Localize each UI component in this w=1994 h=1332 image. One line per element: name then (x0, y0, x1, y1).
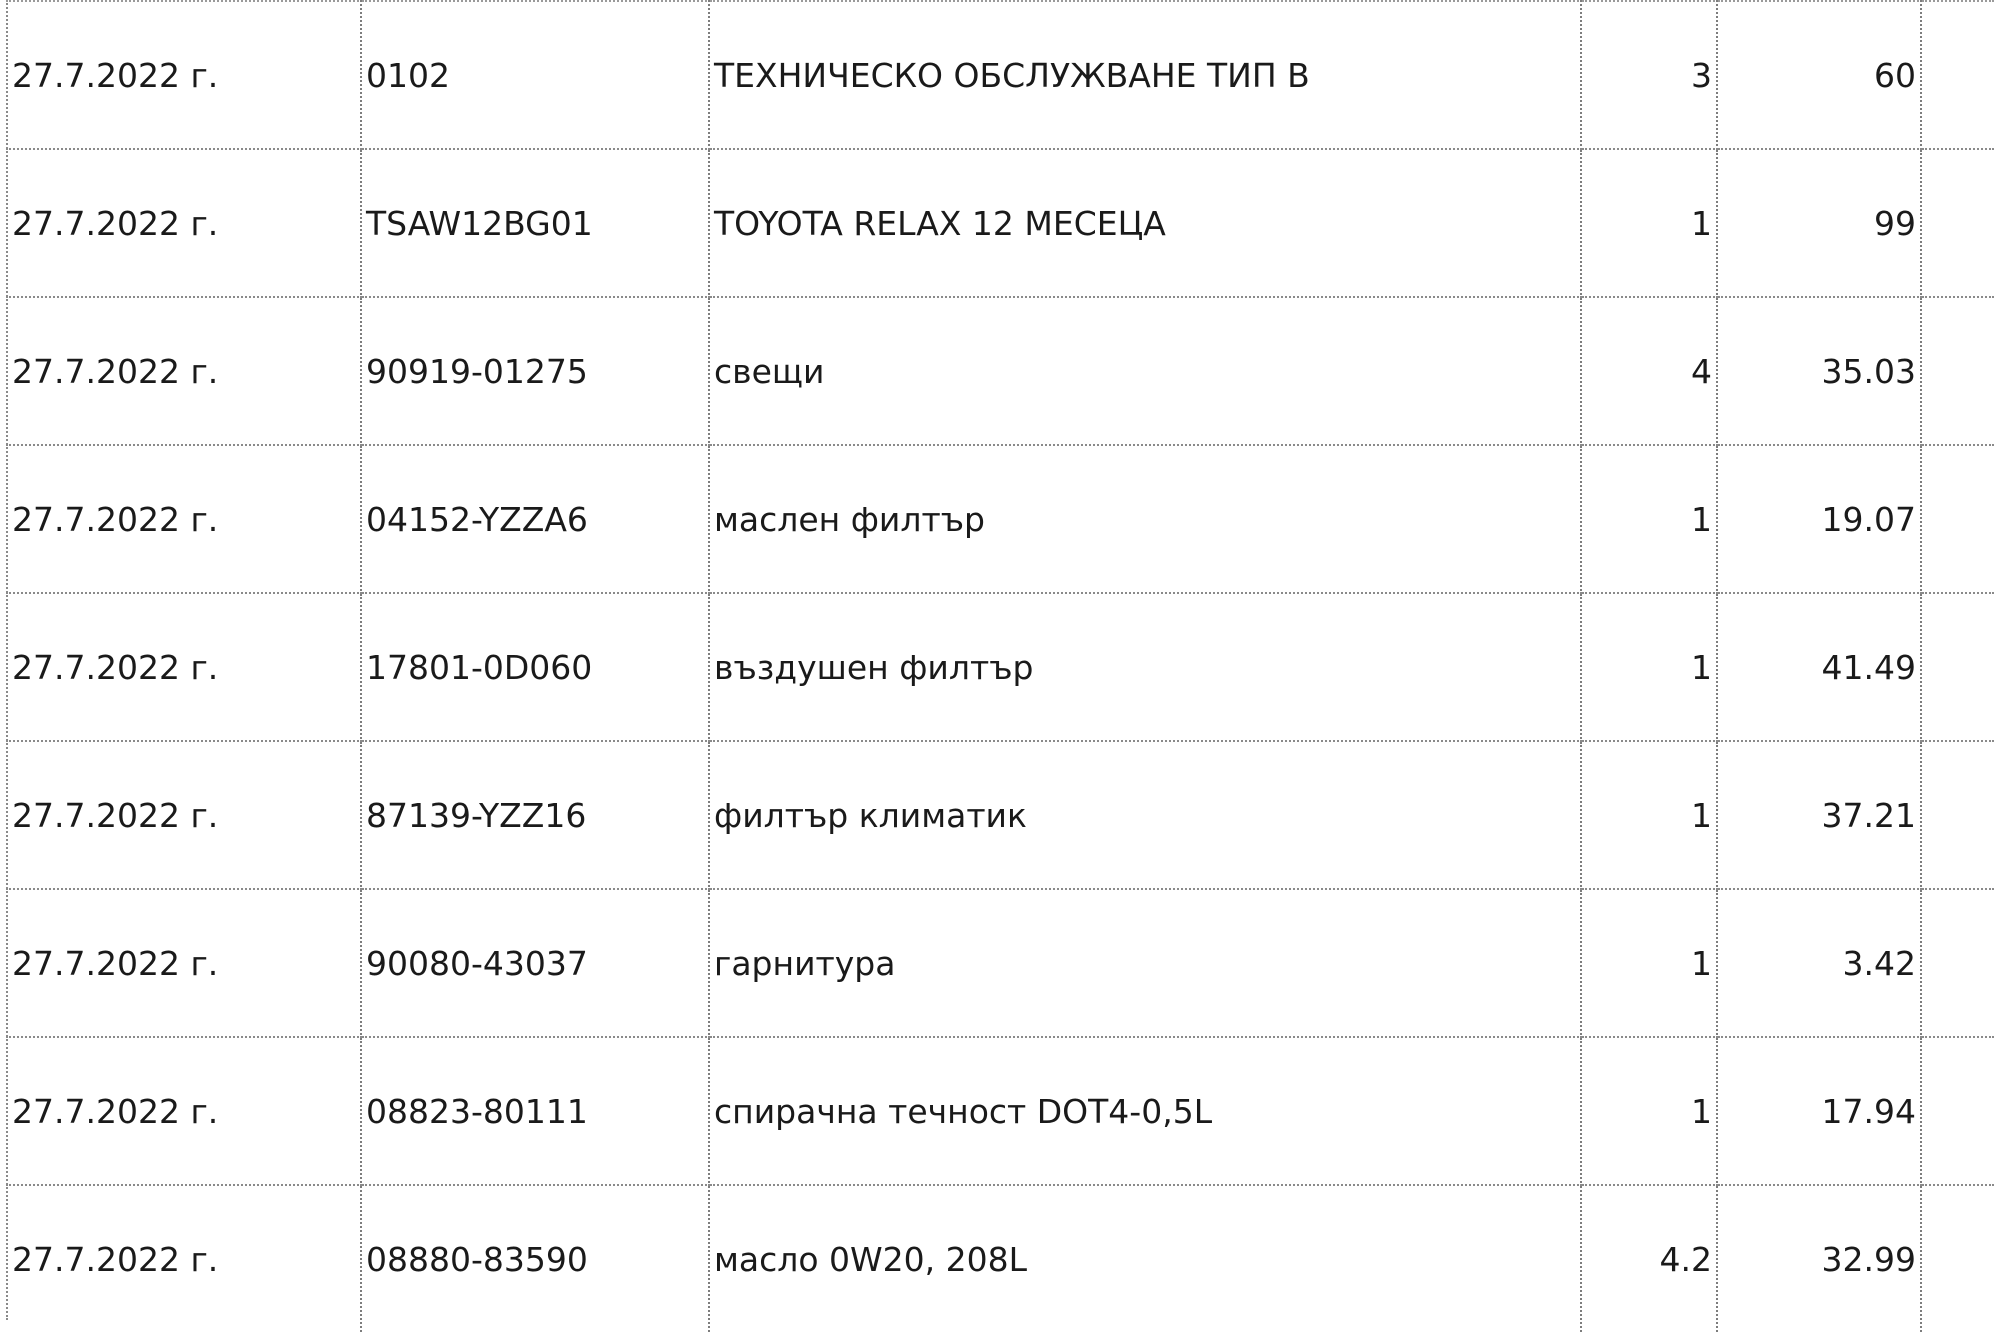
quantity-cell: 1 (1581, 741, 1717, 889)
price-cell: 19.07 (1717, 445, 1921, 593)
quantity-cell: 1 (1581, 593, 1717, 741)
quantity-cell: 1 (1581, 149, 1717, 297)
price-cell: 35.03 (1717, 297, 1921, 445)
empty-cell (1921, 1037, 1994, 1185)
table-row (6, 593, 1994, 741)
part-code-cell: TSAW12BG01 (361, 149, 709, 297)
quantity-cell: 1 (1581, 889, 1717, 1037)
description-cell: гарнитура (709, 889, 1581, 1037)
description-cell: филтър климатик (709, 741, 1581, 889)
description-cell: маслен филтър (709, 445, 1581, 593)
price-cell: 99 (1717, 149, 1921, 297)
empty-cell (1921, 445, 1994, 593)
part-code-cell: 17801-0D060 (361, 593, 709, 741)
table-row (6, 297, 1994, 445)
empty-cell (1921, 149, 1994, 297)
description-cell: масло 0W20, 208L (709, 1185, 1581, 1332)
date-cell: 27.7.2022 г. (6, 741, 361, 889)
date-cell: 27.7.2022 г. (6, 1, 361, 149)
description-cell: свещи (709, 297, 1581, 445)
date-cell: 27.7.2022 г. (6, 297, 361, 445)
empty-cell (1921, 297, 1994, 445)
quantity-cell: 4 (1581, 297, 1717, 445)
table-row (6, 445, 1994, 593)
date-cell: 27.7.2022 г. (6, 593, 361, 741)
price-cell: 37.21 (1717, 741, 1921, 889)
empty-cell (1921, 1, 1994, 149)
date-cell: 27.7.2022 г. (6, 889, 361, 1037)
quantity-cell: 1 (1581, 1037, 1717, 1185)
description-cell: ТЕХНИЧЕСКО ОБСЛУЖВАНЕ ТИП B (709, 1, 1581, 149)
table-row (6, 889, 1994, 1037)
part-code-cell: 90919-01275 (361, 297, 709, 445)
date-cell: 27.7.2022 г. (6, 445, 361, 593)
table-row (6, 1037, 1994, 1185)
part-code-cell: 04152-YZZA6 (361, 445, 709, 593)
part-code-cell: 90080-43037 (361, 889, 709, 1037)
price-cell: 17.94 (1717, 1037, 1921, 1185)
date-cell: 27.7.2022 г. (6, 1037, 361, 1185)
table-row (6, 1185, 1994, 1332)
table-row (6, 149, 1994, 297)
description-cell: TOYOTA RELAX 12 МЕСЕЦА (709, 149, 1581, 297)
quantity-cell: 1 (1581, 445, 1717, 593)
price-cell: 60 (1717, 1, 1921, 149)
empty-cell (1921, 741, 1994, 889)
date-cell: 27.7.2022 г. (6, 149, 361, 297)
quantity-cell: 3 (1581, 1, 1717, 149)
quantity-cell: 4.2 (1581, 1185, 1717, 1332)
part-code-cell: 08823-80111 (361, 1037, 709, 1185)
empty-cell (1921, 889, 1994, 1037)
line-items-table (6, 0, 1994, 1332)
date-cell: 27.7.2022 г. (6, 1185, 361, 1332)
part-code-cell: 0102 (361, 1, 709, 149)
empty-cell (1921, 593, 1994, 741)
table-row (6, 741, 1994, 889)
price-cell: 3.42 (1717, 889, 1921, 1037)
description-cell: въздушен филтър (709, 593, 1581, 741)
price-cell: 32.99 (1717, 1185, 1921, 1332)
empty-cell (1921, 1185, 1994, 1332)
part-code-cell: 08880-83590 (361, 1185, 709, 1332)
part-code-cell: 87139-YZZ16 (361, 741, 709, 889)
table-row (6, 1, 1994, 149)
description-cell: спирачна течност DOT4-0,5L (709, 1037, 1581, 1185)
price-cell: 41.49 (1717, 593, 1921, 741)
